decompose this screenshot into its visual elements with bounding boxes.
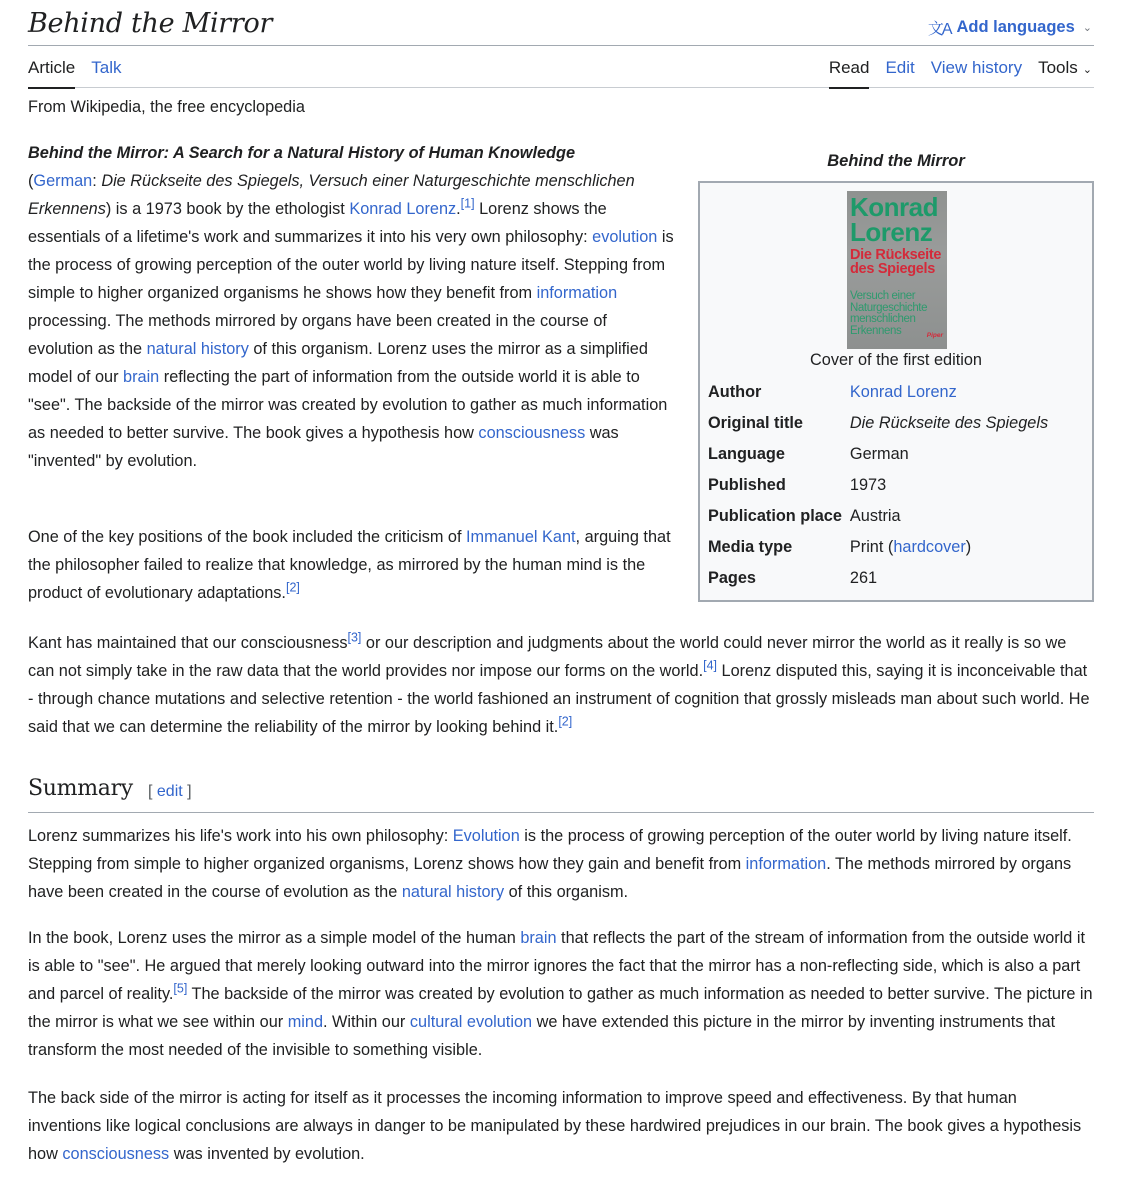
- infobox-label: Media type: [708, 538, 793, 556]
- evolution-link[interactable]: evolution: [592, 228, 658, 246]
- cover-publisher-logo: Piper: [926, 331, 943, 339]
- consciousness-link[interactable]: consciousness: [62, 1145, 170, 1163]
- mind-link[interactable]: mind: [287, 1013, 323, 1031]
- namespace-tabs: [28, 58, 121, 88]
- summary-paragraph: Lorenz summarizes his life's work into his own philosophy: Evolution is the process of growing perception of the outer world by living nature itself. Stepping from simple to higher organized organisms, Lorenz shows how they gain and benefit from information. The methods mirrored by organs have been created in the course of evolution as the natural history of this organism.: [28, 827, 1072, 901]
- tab-view-history[interactable]: View history: [930, 58, 1023, 77]
- infobox-label: Original title: [708, 414, 803, 432]
- add-languages-button[interactable]: [928, 16, 1092, 39]
- cultural-evolution-link[interactable]: cultural evolution: [409, 1013, 533, 1031]
- infobox-value: Print (hardcover): [849, 538, 972, 556]
- reference-link[interactable]: [1]: [460, 196, 475, 211]
- chevron-down-icon: ⌄: [1082, 22, 1092, 34]
- brain-link[interactable]: brain: [123, 368, 160, 386]
- german-link[interactable]: German: [33, 172, 93, 190]
- infobox-table: [708, 377, 1048, 594]
- page: [28, 0, 1094, 1163]
- infobox-row-pages: [708, 563, 1048, 594]
- add-languages-label: Add languages: [956, 18, 1075, 36]
- reference-link[interactable]: [2]: [558, 714, 573, 729]
- summary-paragraph: The back side of the mirror is acting for itself as it processes the incoming information to improve speed and effectiveness. By that human inventions like logical conclusions are always in danger to be manipulated by these hardwired prejudices in our brain. The book gives a hypothesis how consciousness was invented by evolution.: [28, 1089, 1082, 1163]
- language-icon: 文A: [927, 21, 951, 38]
- infobox-caption: Behind the Mirror: [827, 152, 965, 170]
- evolution-link[interactable]: Evolution: [452, 827, 520, 845]
- tabs-row: [28, 46, 1094, 88]
- brain-link[interactable]: brain: [520, 929, 557, 947]
- author-link[interactable]: Konrad Lorenz: [849, 383, 957, 401]
- infobox-row-publication-place: [708, 501, 1048, 532]
- reference-link[interactable]: [5]: [173, 981, 188, 996]
- cover-subtitle-text: Versuch einer Naturgeschichte menschlichen Erkennens: [850, 290, 928, 337]
- infobox-label: Pages: [708, 569, 756, 587]
- tab-talk[interactable]: Talk: [91, 58, 122, 77]
- tab-read[interactable]: Read: [829, 58, 870, 88]
- infobox-label: Publication place: [708, 507, 842, 525]
- tools-label: Tools: [1038, 58, 1078, 77]
- infobox-row-media-type: [708, 532, 1048, 563]
- information-link[interactable]: information: [745, 855, 827, 873]
- summary-paragraph: In the book, Lorenz uses the mirror as a simple model of the human brain that reflects the part of the stream of information from the outside world it is able to "see". He argued that merely looking outward into the mirror ignores the fact that the mirror has a non-reflecting side, which is also a part and parcel of reality.[5] The backside of the mirror was created by evolution to gather as much information as needed to better survive. The picture in the mirror is what we see within our mind. Within our cultural evolution we have extended this picture in the mirror by inventing instruments that transform the most needed of the invisible to something visible.: [28, 929, 1093, 1059]
- infobox-row-author: [708, 377, 1048, 408]
- infobox-row-language: [708, 439, 1048, 470]
- infobox-value: Austria: [849, 507, 901, 525]
- natural-history-link[interactable]: natural history: [401, 883, 505, 901]
- immanuel-kant-link[interactable]: Immanuel Kant: [466, 528, 576, 546]
- tab-article[interactable]: Article: [28, 58, 75, 88]
- edit-section: [ edit ]: [148, 783, 192, 800]
- view-tabs: [829, 58, 1092, 88]
- hardcover-link[interactable]: hardcover: [893, 538, 966, 556]
- infobox-row-published: [708, 470, 1048, 501]
- infobox-value: 1973: [849, 476, 887, 494]
- reference-link[interactable]: [2]: [285, 580, 300, 595]
- konrad-lorenz-link[interactable]: Konrad Lorenz: [349, 200, 457, 218]
- reference-link[interactable]: [3]: [347, 630, 362, 645]
- natural-history-link[interactable]: natural history: [146, 340, 249, 358]
- cover-title-text: Die Rückseite des Spiegels: [850, 247, 942, 277]
- infobox-value: German: [849, 445, 909, 463]
- infobox-row-original-title: [708, 408, 1048, 439]
- title-row: [28, 0, 1094, 46]
- page-title: Behind the Mirror: [28, 8, 273, 39]
- infobox-value: Die Rückseite des Spiegels: [849, 414, 1049, 432]
- section-heading-summary: [28, 772, 1094, 813]
- infobox: [698, 181, 1094, 602]
- infobox-label: Author: [708, 383, 762, 401]
- information-link[interactable]: information: [536, 284, 618, 302]
- body-paragraph: Kant has maintained that our consciousness[3] or our description and judgments about the world could never mirror the world as it really is so we can not simply take in the raw data that the world provides nor impose our forms on the world.[4] Lorenz disputed this, saying it is inconceivable that - through chance mutations and selective retention - the world fashioned an instrument of cognition that grossly misleads man about such world. He said that we can determine the reliability of the mirror by looking behind it.[2]: [28, 630, 1090, 736]
- reference-link[interactable]: [4]: [703, 658, 718, 673]
- book-cover-image[interactable]: [847, 191, 947, 349]
- infobox-value: 261: [849, 569, 878, 587]
- consciousness-link[interactable]: consciousness: [478, 424, 586, 442]
- site-tagline: From Wikipedia, the free encyclopedia: [28, 98, 305, 116]
- infobox-label: Language: [708, 445, 785, 463]
- german-title: Die Rückseite des Spiegels, Versuch einer Naturgeschichte menschlichen Erkennens: [28, 172, 635, 218]
- image-caption: Cover of the first edition: [810, 351, 982, 369]
- edit-section-link[interactable]: edit: [156, 783, 183, 800]
- chevron-down-icon: ⌄: [1082, 64, 1092, 76]
- cover-author-text: Konrad Lorenz: [850, 192, 938, 247]
- infobox-label: Published: [708, 476, 786, 494]
- article-subject: Behind the Mirror: A Search for a Natural History of Human Knowledge: [28, 144, 575, 162]
- section-title: Summary: [28, 776, 133, 801]
- tools-menu[interactable]: [1038, 58, 1092, 88]
- tab-edit[interactable]: Edit: [885, 58, 915, 77]
- lead-paragraph: Behind the Mirror: A Search for a Natural History of Human Knowledge (German: Die Rückseite des Spiegels, Versuch einer Naturgeschichte menschlichen Erkennens) is a 1973 book by the ethologist Konrad Lorenz.[1] Lorenz shows the essentials of a lifetime's work and summarizes it into his very own philosophy: evolution is the process of growing perception of the outer world by living nature itself. Stepping from simple to higher organized organisms he shows how they benefit from information processing. The methods mirrored by organs have been created in the course of evolution as the natural history of this organism. Lorenz uses the mirror as a simplified model of our brain reflecting the part of information from the outside world it is able to "see". The backside of the mirror was created by evolution to gather as much information as needed to better survive. The book gives a hypothesis how consciousness was "invented" by evolution.: [28, 144, 674, 470]
- body-paragraph: One of the key positions of the book included the criticism of Immanuel Kant, arguing that the philosopher failed to realize that knowledge, as mirrored by the human mind is the product of evolutionary adaptations.[2]: [28, 528, 671, 602]
